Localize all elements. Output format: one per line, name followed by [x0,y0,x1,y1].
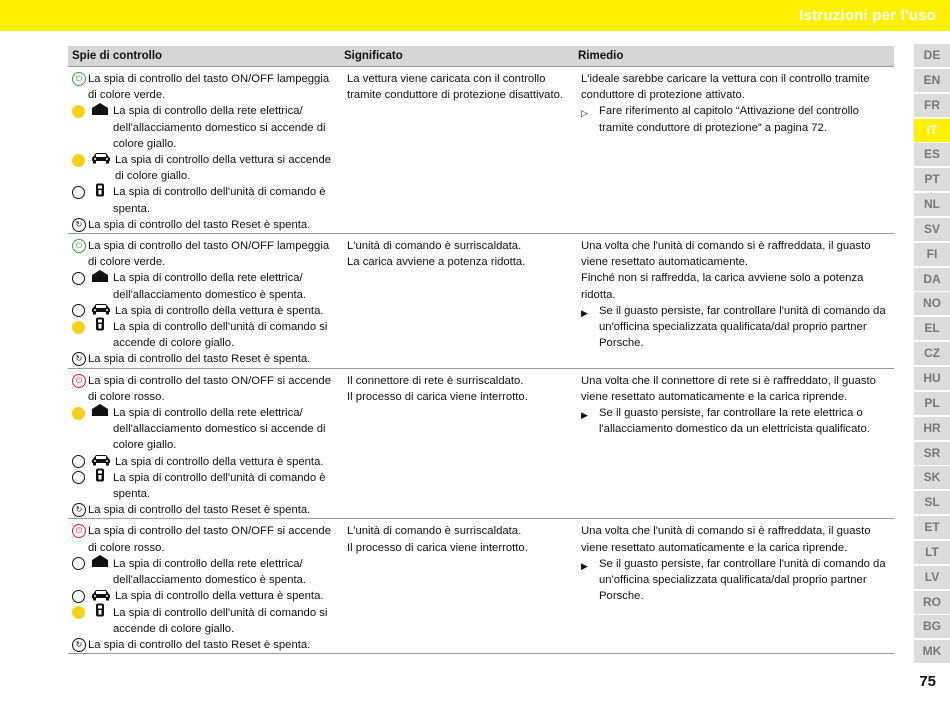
remedy-step [581,556,892,605]
indicator-line [72,523,340,555]
remedy-cell [574,71,894,233]
house-icon [91,403,113,422]
table-row [68,67,894,234]
reset-icon-group [72,637,88,653]
indicator-line [72,103,340,152]
reset-icon: ↻ [72,218,86,232]
power-icon-group [72,523,88,539]
table-row [68,369,894,520]
indicator-text: La spia di controllo del tasto Reset è spenta. [88,353,311,366]
meaning-text: Il processo di carica viene interrotto. [347,541,528,554]
remedy-step [581,103,892,135]
power-icon-group [72,71,88,87]
remedy-step [581,405,892,437]
language-tab-sl[interactable]: SL [914,491,950,514]
meaning-text: Il processo di carica viene interrotto. [347,390,528,403]
indicator-line [72,405,340,454]
reset-icon-group [72,351,88,367]
meaning-cell [340,71,574,233]
language-tab-sk[interactable]: SK [914,466,950,489]
language-tab-da[interactable]: DA [914,268,950,291]
indicator-text: La spia di controllo dell'unità di comando si accende di colore giallo. [113,606,328,635]
indicator-text: La spia di controllo della vettura è spenta. [115,304,324,317]
meaning-text: L'unità di comando è surriscaldata. [347,525,522,538]
power-icon: ⏻ [72,374,86,388]
control-unit-icon-group [72,319,113,335]
control-unit-icon [91,468,113,487]
meaning-cell [340,523,574,653]
page-number: 75 [919,673,936,690]
language-tab-sr[interactable]: SR [914,442,950,465]
power-icon: ⏻ [72,524,86,538]
control-unit-icon-group [72,470,113,486]
language-tab-pl[interactable]: PL [914,392,950,415]
remedy-text: Una volta che l'unità di comando si è raffreddata, il guasto viene resettato automaticamente e la carica riprende. [581,525,871,554]
led-off-icon [72,590,85,603]
language-tab-hu[interactable]: HU [914,367,950,390]
language-tab-en[interactable]: EN [914,69,950,92]
power-icon-group [72,373,88,389]
indicator-text: La spia di controllo del tasto ON/OFF lampeggia di colore verde. [88,73,330,102]
language-tab-mk[interactable]: MK [914,640,950,663]
remedy-cell [574,238,894,368]
indicator-text: La spia di controllo del tasto Reset è spenta. [88,504,311,517]
indicator-text: La spia di controllo del tasto Reset è spenta. [88,218,311,231]
led-off-icon [72,272,85,285]
language-tab-de[interactable]: DE [914,44,950,67]
led-off-icon [72,471,85,484]
indicator-text: La spia di controllo della rete elettrica/ dell'allacciamento domestico è spenta. [113,272,307,301]
language-tab-fr[interactable]: FR [914,94,950,117]
meaning-text: Il connettore di rete è surriscaldato. [347,374,524,387]
column-header-remedy: Rimedio [578,50,624,62]
indicator-line [72,373,340,405]
language-tab-lt[interactable]: LT [914,541,950,564]
led-off-icon [72,304,85,317]
control-unit-icon-group [72,605,113,621]
meaning-text: L'unità di comando è surriscaldata. [347,240,522,253]
house-icon-group [72,405,113,421]
car-icon-group [72,152,115,168]
action-arrow-icon: ▶ [581,410,588,421]
indicator-cell [68,373,340,519]
indicator-table [68,46,894,654]
indicator-line [72,502,340,518]
indicator-text: La spia di controllo del tasto ON/OFF si accende di colore rosso. [88,525,331,554]
remedy-step-text: Se il guasto persiste, far controllare la rete elettrica o l'allacciamento domestico da un elettricista qualificato. [599,407,870,436]
house-icon [91,269,113,288]
manual-title: Istruzioni per l'uso [799,7,936,24]
language-tab-ro[interactable]: RO [914,591,950,614]
language-tab-sv[interactable]: SV [914,218,950,241]
house-icon [91,102,113,121]
language-tab-bg[interactable]: BG [914,615,950,638]
indicator-line [72,270,340,302]
led-off-icon [72,186,85,199]
indicator-text: La spia di controllo della rete elettrica/ dell'allacciamento domestico è spenta. [113,557,307,587]
indicator-text: La spia di controllo del tasto ON/OFF si accende di colore rosso. [88,374,331,403]
house-icon-group [72,103,113,119]
indicator-line [72,217,340,233]
indicator-text: La spia di controllo della rete elettrica/ dell'allacciamento domestico si accende di colore giallo. [113,407,326,452]
power-icon: ⏻ [72,72,86,86]
remedy-text: L'ideale sarebbe caricare la vettura con il controllo tramite conduttore di protezione attivato. [581,73,870,102]
power-icon-group [72,238,88,254]
car-icon-group [72,454,115,470]
table-row [68,519,894,654]
reset-icon: ↻ [72,503,86,517]
reset-icon: ↻ [72,638,86,652]
indicator-text: La spia di controllo dell'unità di comando è spenta. [113,471,326,501]
indicator-line [72,238,340,270]
led-yellow-icon [72,407,85,420]
power-icon: ⏻ [72,239,86,253]
car-icon [91,150,115,169]
remedy-text: Una volta che l'unità di comando si è raffreddata, il guasto viene resettato automaticamente. [581,240,871,269]
meaning-cell [340,238,574,368]
language-tab-cz[interactable]: CZ [914,342,950,365]
control-unit-icon [91,317,113,336]
meaning-cell [340,373,574,519]
car-icon-group [72,303,115,319]
cross-reference-icon: ▷ [581,108,588,119]
led-off-icon [72,557,85,570]
remedy-text: Una volta che il connettore di rete si è raffreddato, il guasto viene resettato automaticamente e la carica riprende. [581,374,876,403]
indicator-line [72,71,340,103]
indicator-text: La spia di controllo della vettura si accende di colore giallo. [115,154,332,183]
top-header-bar [0,0,950,31]
indicator-line [72,605,340,637]
control-unit-icon [91,603,113,622]
car-icon-group [72,588,115,604]
meaning-text: La carica avviene a potenza ridotta. [347,256,526,269]
column-header-meaning: Significato [344,50,403,62]
language-tab-fi[interactable]: FI [914,243,950,266]
indicator-line [72,152,340,184]
table-row [68,234,894,369]
remedy-text: Finché non si raffredda, la carica avviene solo a potenza ridotta. [581,272,864,301]
indicator-text: La spia di controllo del tasto Reset è spenta. [88,638,311,651]
language-tab-it[interactable]: IT [914,119,950,142]
indicator-text: La spia di controllo dell'unità di comando si accende di colore giallo. [113,321,328,350]
remedy-step-text: Se il guasto persiste, far controllare l'unità di comando da un'officina specializzata qualificata/dal proprio partner Porsche. [599,557,886,603]
indicator-cell [68,238,340,368]
action-arrow-icon: ▶ [581,307,588,318]
table-body [68,67,894,654]
remedy-step-text: Se il guasto persiste, far controllare l'unità di comando da un'officina specializzata qualificata/dal proprio partner Porsche. [599,304,886,350]
language-tab-nl[interactable]: NL [914,193,950,216]
indicator-text: La spia di controllo della vettura è spenta. [115,455,324,468]
indicator-cell [68,523,340,653]
led-yellow-icon [72,606,85,619]
reset-icon-group [72,217,88,233]
indicator-line [72,319,340,351]
indicator-cell [68,71,340,233]
control-unit-icon-group [72,184,113,200]
led-yellow-icon [72,321,85,334]
remedy-step-text: Fare riferimento al capitolo “Attivazione del controllo tramite conduttore di protezione” a pagina 72. [599,105,859,134]
indicator-text: La spia di controllo della rete elettrica/ dell'allacciamento domestico si accende di colore giallo. [113,105,326,150]
remedy-cell [574,373,894,519]
language-tab-no[interactable]: NO [914,292,950,315]
led-yellow-icon [72,154,85,167]
meaning-text: La vettura viene caricata con il controllo tramite conduttore di protezione disattivato. [347,73,564,102]
language-tab-hr[interactable]: HR [914,417,950,440]
remedy-cell [574,523,894,653]
language-tab-pt[interactable]: PT [914,168,950,191]
house-icon-group [72,270,113,286]
indicator-line [72,556,340,588]
remedy-step [581,303,892,352]
control-unit-icon [91,183,113,202]
indicator-text: La spia di controllo dell'unità di comando è spenta. [113,186,326,215]
indicator-line [72,184,340,216]
column-header-indicators: Spie di controllo [72,50,163,62]
house-icon-group [72,556,113,572]
indicator-line [72,470,340,502]
led-off-icon [72,455,85,468]
language-index [914,44,950,665]
language-tab-et[interactable]: ET [914,516,950,539]
led-yellow-icon [72,105,85,118]
house-icon [91,554,113,573]
indicator-text: La spia di controllo del tasto ON/OFF lampeggia di colore verde. [88,240,330,269]
reset-icon-group [72,502,88,518]
indicator-line [72,637,340,653]
indicator-text: La spia di controllo della vettura è spenta. [115,590,324,603]
indicator-line [72,351,340,367]
action-arrow-icon: ▶ [581,560,588,571]
language-tab-el[interactable]: EL [914,317,950,340]
table-header [68,46,894,67]
language-tab-es[interactable]: ES [914,143,950,166]
language-tab-lv[interactable]: LV [914,566,950,589]
reset-icon: ↻ [72,352,86,366]
